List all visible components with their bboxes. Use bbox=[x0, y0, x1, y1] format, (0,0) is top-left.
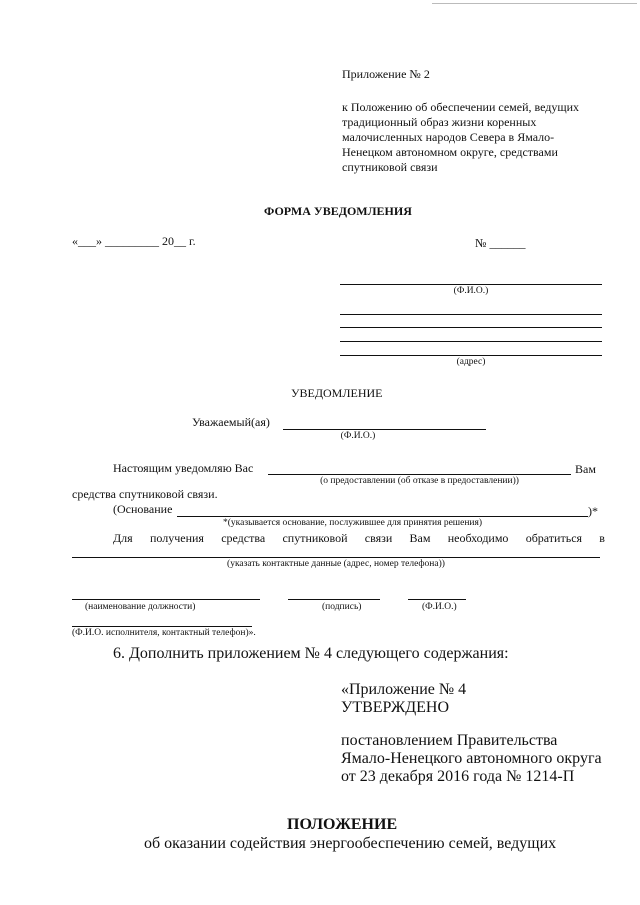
basis-caption: *(указывается основание, послужившее для принятия решения) bbox=[223, 518, 483, 528]
contact-word: необходимо bbox=[447, 531, 509, 545]
notify-text: Настоящим уведомляю Вас bbox=[113, 461, 254, 475]
position-line bbox=[72, 599, 260, 600]
dear-fio-line bbox=[283, 429, 486, 430]
signer-fio-caption: (Ф.И.О.) bbox=[422, 602, 457, 612]
appendix2-ref-line: Ненецком автономном округе, средствами bbox=[342, 145, 558, 159]
item-6-text: 6. Дополнить приложением № 4 следующего содержания: bbox=[113, 645, 509, 662]
appendix2-ref-line: спутниковой связи bbox=[342, 160, 438, 174]
dear-label: Уважаемый(ая) bbox=[192, 415, 270, 429]
address-line bbox=[340, 327, 602, 328]
form-title: ФОРМА УВЕДОМЛЕНИЯ bbox=[264, 204, 412, 218]
executor-caption: (Ф.И.О. исполнителя, контактный телефон)». bbox=[72, 628, 256, 638]
satellite-means-text: средства спутниковой связи. bbox=[72, 487, 218, 501]
fio-line bbox=[340, 284, 602, 285]
address-caption: (адрес) bbox=[456, 357, 486, 367]
appendix2-ref-line: к Положению об обеспечении семей, ведущих bbox=[342, 100, 580, 114]
signature-line bbox=[288, 599, 380, 600]
contact-word: связи bbox=[364, 531, 393, 545]
position-caption: (наименование должности) bbox=[85, 602, 196, 612]
decree-line: Ямало-Ненецкого автономного округа bbox=[341, 750, 602, 767]
appendix4-title: «Приложение № 4 bbox=[341, 681, 467, 698]
top-edge-line bbox=[432, 3, 637, 4]
appendix2-ref-line: малочисленных народов Севера в Ямало- bbox=[342, 130, 555, 144]
regulation-title: ПОЛОЖЕНИЕ bbox=[287, 816, 398, 833]
provision-caption: (о предоставлении (об отказе в предоставлении)) bbox=[320, 476, 519, 486]
signature-caption: (подпись) bbox=[322, 602, 362, 612]
basis-line bbox=[177, 516, 588, 517]
contact-word: получения bbox=[149, 531, 204, 545]
contact-word: Для bbox=[113, 531, 133, 545]
decree-line: постановлением Правительства bbox=[341, 732, 558, 749]
address-line bbox=[340, 341, 602, 342]
address-line bbox=[340, 314, 602, 315]
decree-line: от 23 декабря 2016 года № 1214-П bbox=[341, 768, 575, 785]
dear-fio-caption: (Ф.И.О.) bbox=[340, 431, 376, 441]
contact-line bbox=[72, 557, 600, 558]
appendix2-ref-line: традиционный образ жизни коренных bbox=[342, 115, 537, 129]
date-field: «___» _________ 20__ г. bbox=[72, 234, 196, 248]
appendix2-title: Приложение № 2 bbox=[342, 67, 430, 81]
address-line bbox=[340, 355, 602, 356]
contact-word: в bbox=[599, 531, 605, 545]
contact-instruction bbox=[113, 531, 605, 546]
notice-title: УВЕДОМЛЕНИЕ bbox=[291, 386, 383, 400]
notify-end-text: Вам bbox=[575, 462, 596, 476]
basis-label: (Основание bbox=[113, 502, 173, 516]
provision-line bbox=[268, 474, 571, 475]
contact-word: Вам bbox=[409, 531, 431, 545]
executor-line bbox=[72, 626, 252, 627]
contact-caption: (указать контактные данные (адрес, номер телефона)) bbox=[227, 559, 445, 569]
signer-fio-line bbox=[408, 599, 466, 600]
contact-word: средства bbox=[221, 531, 266, 545]
fio-caption: (Ф.И.О.) bbox=[453, 286, 489, 296]
number-field: № ______ bbox=[475, 236, 526, 250]
basis-end: )* bbox=[588, 504, 598, 518]
contact-word: обратиться bbox=[525, 531, 583, 545]
contact-word: спутниковой bbox=[282, 531, 348, 545]
regulation-subtitle: об оказании содействия энергообеспечению семей, ведущих bbox=[144, 835, 557, 852]
appendix4-approved: УТВЕРЖДЕНО bbox=[341, 699, 450, 716]
